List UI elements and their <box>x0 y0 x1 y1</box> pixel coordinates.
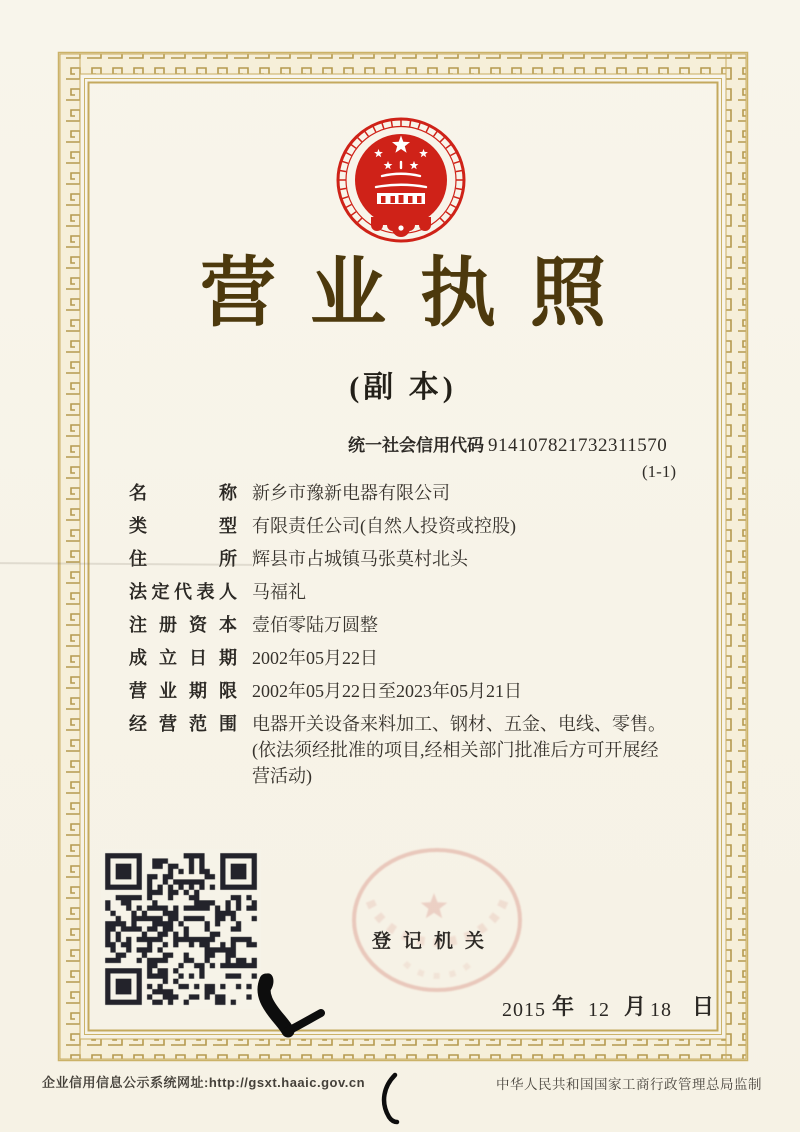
document-title-text: 营业执照 <box>200 251 640 336</box>
document-title <box>58 252 748 336</box>
issue-day-unit: 日 <box>692 994 715 1019</box>
issue-date <box>502 990 720 1021</box>
credit-code-value: 914107821732311570 <box>488 435 668 456</box>
field-value: 新乡市豫新电器有限公司 <box>252 483 450 503</box>
issue-month-unit: 月 <box>624 994 647 1019</box>
copy-number: (1-1) <box>642 462 676 481</box>
qr-code <box>101 849 261 1009</box>
field-value <box>252 711 666 789</box>
field-label: 经营范围 <box>129 714 237 734</box>
field-label: 名称 <box>129 483 237 503</box>
prc-national-emblem-icon <box>331 116 471 252</box>
field-row-establishment-date <box>129 645 689 671</box>
field-value: 2002年05月22日 <box>252 648 378 668</box>
field-row-type <box>129 513 689 539</box>
registration-authority-label: 登记机关 <box>372 931 497 952</box>
field-value: 辉县市占城镇马张莫村北头 <box>252 549 468 569</box>
field-label: 成立日期 <box>129 648 237 668</box>
issue-year: 2015 <box>502 999 546 1021</box>
footer-issuing-authority: 中华人民共和国国家工商行政管理总局监制 <box>496 1077 762 1092</box>
footer-public-system-url: 企业信用信息公示系统网址:http://gsxt.haaic.gov.cn <box>42 1075 366 1090</box>
field-value: 有限责任公司(自然人投资或控股) <box>252 516 516 536</box>
field-label: 营业期限 <box>129 681 237 701</box>
field-row-registered-capital <box>129 612 689 638</box>
field-value: 2002年05月22日至2023年05月21日 <box>252 681 522 701</box>
field-value: 马福礼 <box>252 582 306 602</box>
credit-code-block <box>348 434 678 483</box>
field-label: 类型 <box>129 516 237 536</box>
business-scope-text: 电器开关设备来料加工、钢材、五金、电线、零售。 <box>252 714 666 734</box>
field-row-legal-representative <box>129 579 689 605</box>
field-value: 壹佰零陆万圆整 <box>252 615 378 635</box>
credit-code-label: 统一社会信用代码 <box>348 436 484 455</box>
field-label: 注册资本 <box>129 615 237 635</box>
field-row-business-scope <box>129 711 689 789</box>
issue-year-unit: 年 <box>552 994 575 1019</box>
business-scope-note: (依法须经批准的项目,经相关部门批准后方可开展经营活动) <box>252 740 659 786</box>
issue-day: 18 <box>650 999 673 1021</box>
fields-table <box>129 480 689 796</box>
issue-month: 12 <box>588 999 611 1021</box>
field-row-name <box>129 480 689 506</box>
field-row-business-term <box>129 678 689 704</box>
field-label: 法定代表人 <box>129 582 237 602</box>
field-row-address <box>129 546 689 572</box>
field-label: 住所 <box>129 549 237 569</box>
document-subtitle: (副 本) <box>349 371 457 404</box>
